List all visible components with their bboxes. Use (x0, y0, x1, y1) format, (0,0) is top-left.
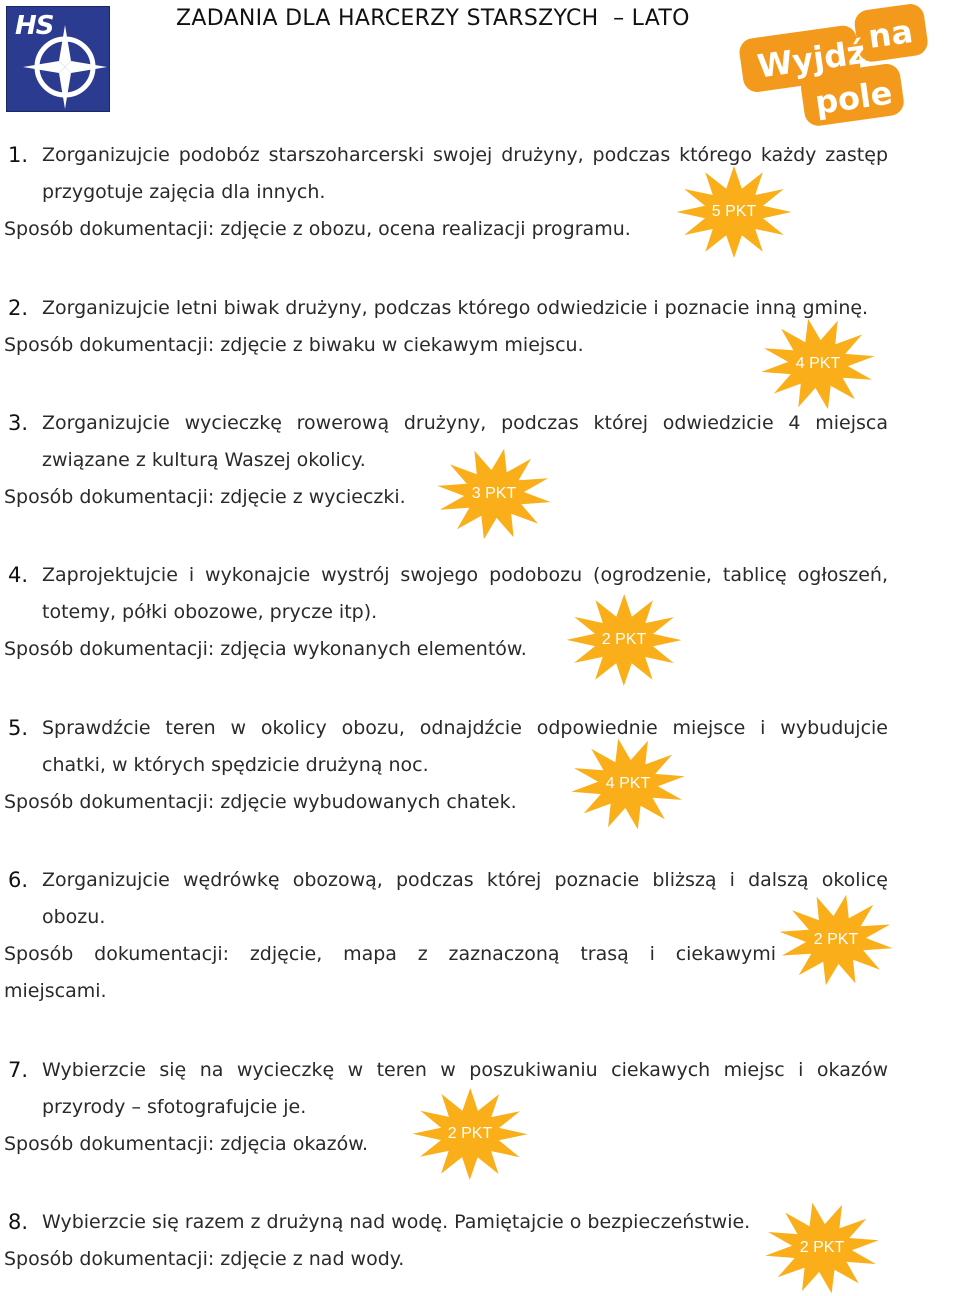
points-label: 2 PKT (813, 931, 859, 948)
task-description-cont: przyrody – sfotografujcie je. (42, 1096, 307, 1118)
points-badge-4 (564, 594, 684, 686)
points-label: 4 PKT (605, 775, 651, 792)
task-item-4 (4, 557, 888, 668)
documentation-text: Sposób dokumentacji: zdjęcie z nad wody. (4, 1248, 405, 1270)
task-description: Zaprojektujcie i wykonajcie wystrój swojego podobozu (ogrodzenie, tablicę ogłoszeń, (42, 564, 888, 586)
documentation-text: Sposób dokumentacji: zdjęcie, mapa z zaznaczoną trasą i ciekawymi (4, 943, 776, 965)
documentation-text-cont: miejscami. (4, 980, 107, 1002)
task-number: 4. (8, 563, 29, 587)
points-label: 5 PKT (711, 203, 757, 220)
documentation-text: Sposób dokumentacji: zdjęcia okazów. (4, 1133, 369, 1155)
task-number: 3. (8, 411, 29, 435)
points-label: 2 PKT (447, 1125, 493, 1142)
hs-logo-text: HS (15, 11, 54, 41)
documentation-text: Sposób dokumentacji: zdjęcia wykonanych elementów. (4, 638, 527, 660)
points-badge-3 (434, 448, 554, 540)
documentation-text: Sposób dokumentacji: zdjęcie z obozu, ocena realizacji programu. (4, 218, 631, 240)
points-label: 2 PKT (601, 631, 647, 648)
points-badge-8 (762, 1202, 882, 1294)
task-number: 7. (8, 1058, 29, 1082)
points-badge-2 (758, 318, 878, 410)
task-description-cont: totemy, półki obozowe, prycze itp). (42, 601, 378, 623)
task-description: Wybierzcie się razem z drużyną nad wodę. Pamiętajcie o bezpieczeństwie. (42, 1211, 751, 1233)
points-badge-5 (568, 738, 688, 830)
task-item-5 (4, 710, 888, 821)
hs-logo (6, 6, 110, 112)
task-number: 5. (8, 716, 29, 740)
task-description: Zorganizujcie wycieczkę rowerową drużyny, podczas której odwiedzicie 4 miejsca (42, 412, 888, 434)
points-label: 4 PKT (795, 355, 841, 372)
task-number: 8. (8, 1210, 29, 1234)
documentation-text: Sposób dokumentacji: zdjęcie wybudowanych chatek. (4, 791, 517, 813)
logo-word-na: na (865, 12, 916, 56)
page-title: ZADANIA DLA HARCERZY STARSZYCH – LATO (176, 6, 690, 31)
task-description-cont: chatki, w których spędzicie drużyną noc. (42, 754, 429, 776)
task-description-cont: przygotuje zajęcia dla innych. (42, 181, 326, 203)
task-description: Zorganizujcie letni biwak drużyny, podczas którego odwiedzicie i poznacie inną gminę. (42, 297, 869, 319)
task-item-2 (4, 290, 888, 364)
points-badge-6 (776, 894, 896, 986)
documentation-text: Sposób dokumentacji: zdjęcie z biwaku w ciekawym miejscu. (4, 334, 584, 356)
task-description-cont: obozu. (42, 906, 106, 928)
task-number: 6. (8, 868, 29, 892)
documentation-text: Sposób dokumentacji: zdjęcie z wycieczki. (4, 486, 406, 508)
wyjdz-na-pole-logo (732, 0, 956, 128)
task-description-cont: związane z kulturą Waszej okolicy. (42, 449, 366, 471)
points-label: 3 PKT (471, 485, 517, 502)
task-description: Zorganizujcie podobóz starszoharcerski swojej drużyny, podczas którego każdy zastęp (42, 144, 888, 166)
task-description: Zorganizujcie wędrówkę obozową, podczas której poznacie bliższą i dalszą okolicę (42, 869, 888, 891)
task-item-8 (4, 1204, 888, 1278)
logo-word-pole: pole (812, 73, 895, 122)
task-number: 1. (8, 143, 29, 167)
task-description: Wybierzcie się na wycieczkę w teren w poszukiwaniu ciekawych miejsc i okazów (42, 1059, 888, 1081)
task-description: Sprawdźcie teren w okolicy obozu, odnajdźcie odpowiednie miejsce i wybudujcie (42, 717, 888, 739)
task-number: 2. (8, 296, 29, 320)
points-badge-7 (410, 1088, 530, 1180)
points-badge-1 (674, 166, 794, 258)
logo-word-wyjdz: Wyjdź (754, 32, 868, 86)
task-item-6 (4, 862, 888, 1010)
points-label: 2 PKT (799, 1239, 845, 1256)
